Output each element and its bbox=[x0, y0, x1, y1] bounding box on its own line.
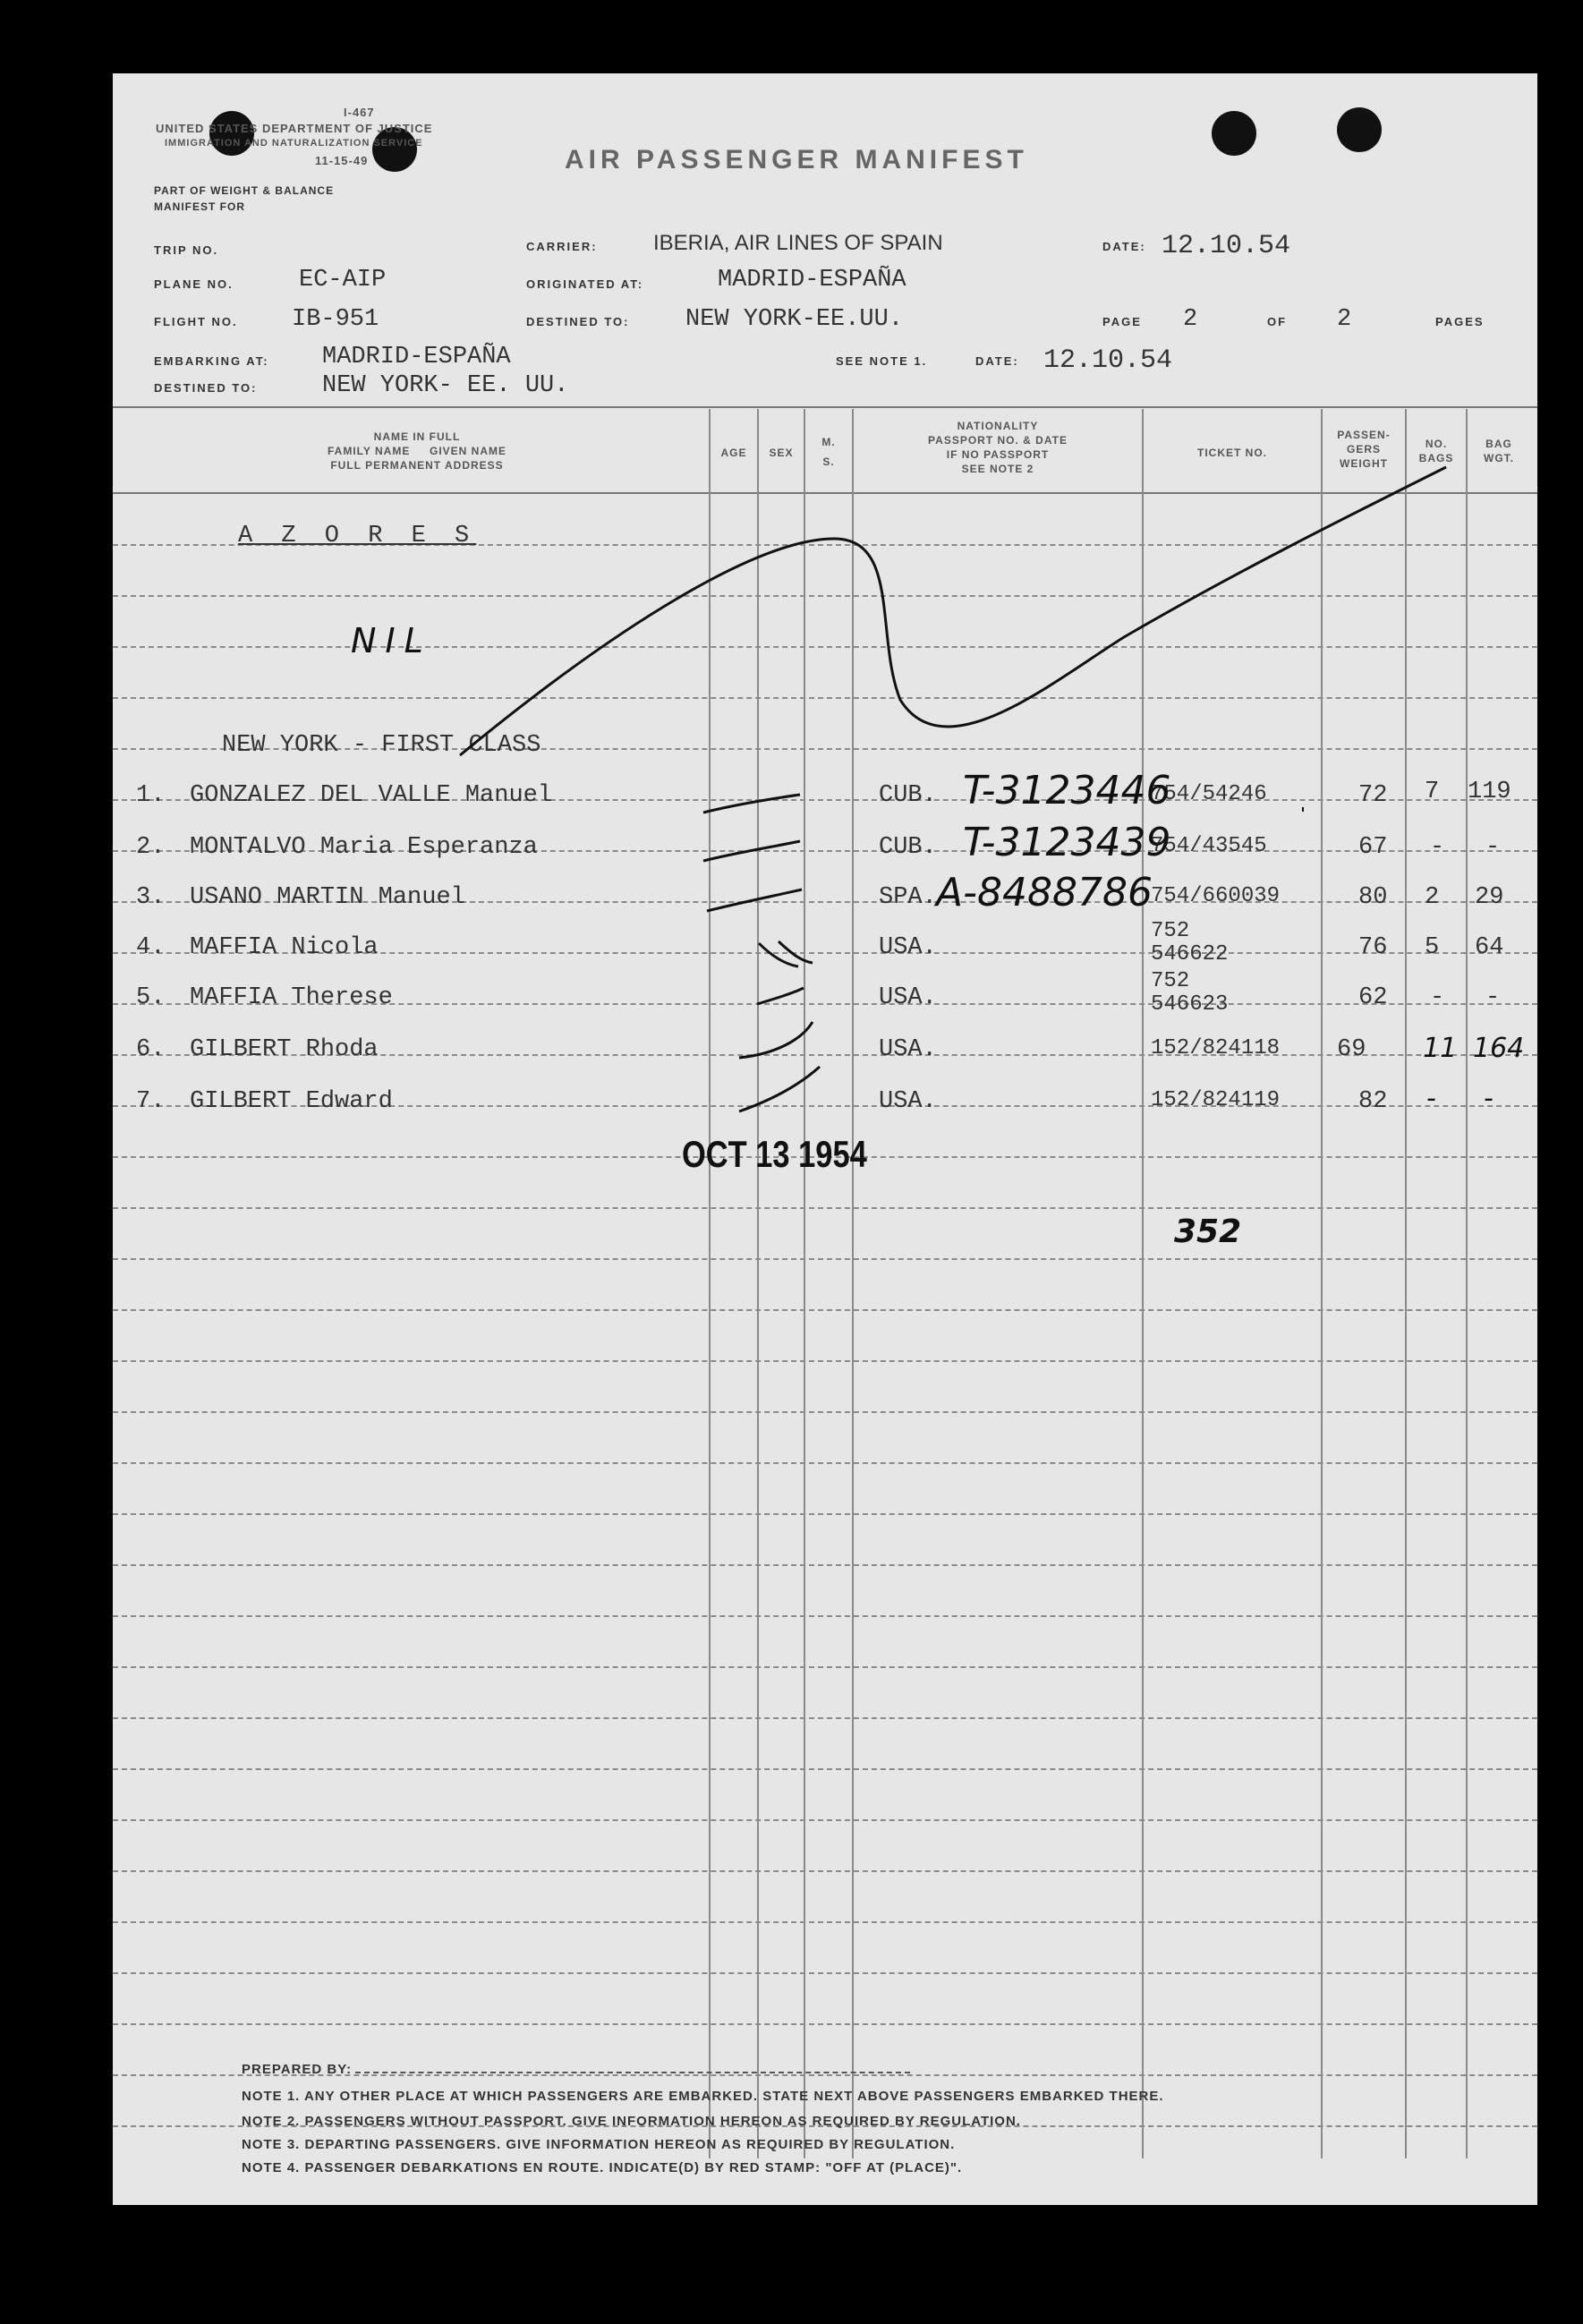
col-header-ticket: TICKET NO. bbox=[1197, 447, 1267, 459]
passenger-nationality: CUB. bbox=[879, 834, 937, 861]
col-header-sex: SEX bbox=[769, 447, 794, 459]
passenger-no: 7. bbox=[136, 1088, 166, 1115]
passenger-name: MONTALVO Maria Esperanza bbox=[190, 834, 538, 861]
cancel-curve bbox=[460, 467, 1446, 755]
passenger-weight: 72 bbox=[1358, 782, 1388, 809]
tick-mark bbox=[703, 795, 800, 813]
passenger-name: GONZALEZ DEL VALLE Manuel bbox=[190, 782, 553, 809]
col-header-bags: NO. BAGS bbox=[1418, 438, 1454, 464]
page-title: AIR PASSENGER MANIFEST bbox=[565, 145, 1028, 175]
tick-mark bbox=[757, 988, 804, 1004]
flight-no-label: FLIGHT NO. bbox=[154, 315, 238, 328]
originated-value: MADRID-ESPAÑA bbox=[718, 267, 906, 294]
passenger-bag-weight: 164 bbox=[1473, 1033, 1525, 1064]
destined-label: DESTINED TO: bbox=[526, 315, 630, 328]
col-header-name: NAME IN FULL FAMILY NAME GIVEN NAME FULL PERMANENT ADDRESS bbox=[327, 430, 507, 472]
passenger-bag-weight: - bbox=[1484, 1083, 1494, 1114]
passenger-bags: - bbox=[1430, 834, 1445, 861]
col-header-age: AGE bbox=[720, 447, 747, 459]
of-label: OF bbox=[1267, 315, 1288, 328]
originated-label: ORIGINATED AT: bbox=[526, 277, 644, 291]
passenger-bags: 11 bbox=[1423, 1033, 1458, 1064]
see-note-1-label: SEE NOTE 1. bbox=[836, 354, 928, 368]
form-revision: 11-15-49 bbox=[315, 154, 369, 167]
passenger-bags: - bbox=[1426, 1083, 1436, 1114]
passenger-weight: 82 bbox=[1358, 1088, 1388, 1115]
passenger-passport: A-8488786 bbox=[936, 870, 1153, 915]
passenger-nationality: CUB. bbox=[879, 782, 937, 809]
passenger-name: GILBERT Rhoda bbox=[190, 1036, 379, 1063]
passenger-name: MAFFIA Nicola bbox=[190, 934, 379, 961]
passenger-ticket: 152/824119 bbox=[1151, 1088, 1281, 1112]
date-value: 12.10.54 bbox=[1162, 231, 1291, 261]
passenger-nationality: USA. bbox=[879, 934, 937, 961]
passenger-nationality: USA. bbox=[879, 1088, 937, 1115]
embark-date-value: 12.10.54 bbox=[1043, 345, 1173, 376]
tick-mark bbox=[759, 941, 813, 966]
col-header-ms: M. S. bbox=[821, 436, 836, 468]
agency-line-1: UNITED STATES DEPARTMENT OF JUSTICE bbox=[156, 122, 433, 135]
col-header-passenger-weight: PASSEN- GERS WEIGHT bbox=[1337, 429, 1391, 470]
part-of-line-1: PART OF WEIGHT & BALANCE bbox=[154, 184, 335, 197]
destined-to-label: DESTINED TO: bbox=[154, 381, 258, 395]
tick-mark bbox=[739, 1067, 820, 1111]
of-value: 2 bbox=[1337, 306, 1352, 333]
passenger-bag-weight: - bbox=[1485, 834, 1501, 861]
passenger-bags: 5 bbox=[1425, 934, 1440, 961]
part-of-line-2: MANIFEST FOR bbox=[154, 200, 245, 213]
agency-line-2: IMMIGRATION AND NATURALIZATION SERVICE bbox=[165, 138, 423, 149]
destined-to-value: NEW YORK- EE. UU. bbox=[322, 372, 569, 399]
note-2: NOTE 2. PASSENGERS WITHOUT PASSPORT. GIVE INFORMATION HEREON AS REQUIRED BY REGULATION. bbox=[242, 2114, 1021, 2129]
form-number: I-467 bbox=[344, 106, 375, 119]
date-stamp: OCT 13 1954 bbox=[682, 1133, 867, 1175]
passenger-no: 3. bbox=[136, 884, 166, 911]
col-header-nationality: NATIONALITY PASSPORT NO. & DATE IF NO PASSPORT SEE NOTE 2 bbox=[928, 420, 1068, 475]
passenger-no: 4. bbox=[136, 934, 166, 961]
destined-value: NEW YORK-EE.UU. bbox=[685, 306, 904, 333]
passenger-nationality: USA. bbox=[879, 984, 937, 1011]
passenger-ticket: 754/54246 bbox=[1151, 782, 1267, 806]
embarking-value: MADRID-ESPAÑA bbox=[322, 344, 511, 370]
carrier-label: CARRIER: bbox=[526, 240, 598, 253]
date-label: DATE: bbox=[1102, 240, 1146, 253]
passenger-bags: 2 bbox=[1425, 884, 1440, 911]
page-value: 2 bbox=[1183, 306, 1198, 333]
tick-mark bbox=[703, 841, 800, 861]
passenger-no: 6. bbox=[136, 1036, 166, 1063]
passenger-no: 2. bbox=[136, 834, 166, 861]
passenger-weight: 76 bbox=[1358, 934, 1388, 961]
passenger-bag-weight: 64 bbox=[1475, 934, 1504, 961]
prepared-by: PREPARED BY: bbox=[242, 2062, 910, 2077]
tick-mark bbox=[707, 890, 802, 911]
passenger-ticket: 152/824118 bbox=[1151, 1036, 1281, 1060]
plane-no-value: EC-AIP bbox=[299, 267, 387, 294]
passenger-ticket: 754/660039 bbox=[1151, 884, 1281, 908]
trip-no-label: TRIP NO. bbox=[154, 243, 219, 257]
passenger-bag-weight: 119 bbox=[1468, 779, 1511, 805]
section-first-class: NEW YORK - FIRST CLASS bbox=[222, 732, 541, 759]
flight-no-value: IB-951 bbox=[292, 306, 379, 333]
page-label: PAGE bbox=[1102, 315, 1142, 328]
passenger-passport: T-3123446 bbox=[963, 768, 1171, 813]
passenger-no: 1. bbox=[136, 782, 166, 809]
note-1: NOTE 1. ANY OTHER PLACE AT WHICH PASSENGERS ARE EMBARKED. STATE NEXT ABOVE PASSENGERS EMBARKED THERE. bbox=[242, 2089, 1164, 2104]
nil-annotation: NIL bbox=[351, 621, 432, 660]
date-2-label: DATE: bbox=[975, 354, 1019, 368]
passenger-bag-weight: - bbox=[1485, 984, 1501, 1011]
passenger-ticket: 754/43545 bbox=[1151, 834, 1267, 858]
passenger-name: MAFFIA Therese bbox=[190, 984, 393, 1011]
section-azores: A Z O R E S bbox=[238, 523, 477, 549]
passenger-bags: - bbox=[1430, 984, 1445, 1011]
page-number: 352 bbox=[1174, 1213, 1242, 1250]
tick-mark bbox=[739, 1022, 813, 1058]
passenger-ticket: 752 546622 bbox=[1151, 919, 1229, 966]
passenger-name: GILBERT Edward bbox=[190, 1088, 393, 1115]
passenger-bags: 7 bbox=[1425, 779, 1440, 805]
carrier-value: IBERIA, AIR LINES OF SPAIN bbox=[653, 231, 943, 255]
passenger-ticket: 752 546623 bbox=[1151, 969, 1229, 1017]
passenger-weight: 62 bbox=[1358, 984, 1388, 1011]
passenger-weight: 67 bbox=[1358, 834, 1388, 861]
note-4: NOTE 4. PASSENGER DEBARKATIONS EN ROUTE. INDICATE(D) BY RED STAMP: "OFF AT (PLACE)". bbox=[242, 2160, 963, 2175]
note-3: NOTE 3. DEPARTING PASSENGERS. GIVE INFORMATION HEREON AS REQUIRED BY REGULATION. bbox=[242, 2137, 956, 2152]
passenger-nationality: SPA. bbox=[879, 884, 937, 911]
embarking-label: EMBARKING AT: bbox=[154, 354, 269, 368]
manifest-page bbox=[113, 73, 1537, 2205]
passenger-no: 5. bbox=[136, 984, 166, 1011]
passenger-name: USANO MARTIN Manuel bbox=[190, 884, 465, 911]
passenger-nationality: USA. bbox=[879, 1036, 937, 1063]
col-header-bag-weight: BAG WGT. bbox=[1484, 438, 1514, 464]
passenger-passport: T-3123439 bbox=[963, 820, 1171, 865]
passenger-weight: 69 bbox=[1337, 1036, 1366, 1063]
passenger-bag-weight: 29 bbox=[1475, 884, 1504, 911]
plane-no-label: PLANE NO. bbox=[154, 277, 234, 291]
passenger-weight: 80 bbox=[1358, 884, 1388, 911]
pages-label: PAGES bbox=[1435, 315, 1485, 328]
